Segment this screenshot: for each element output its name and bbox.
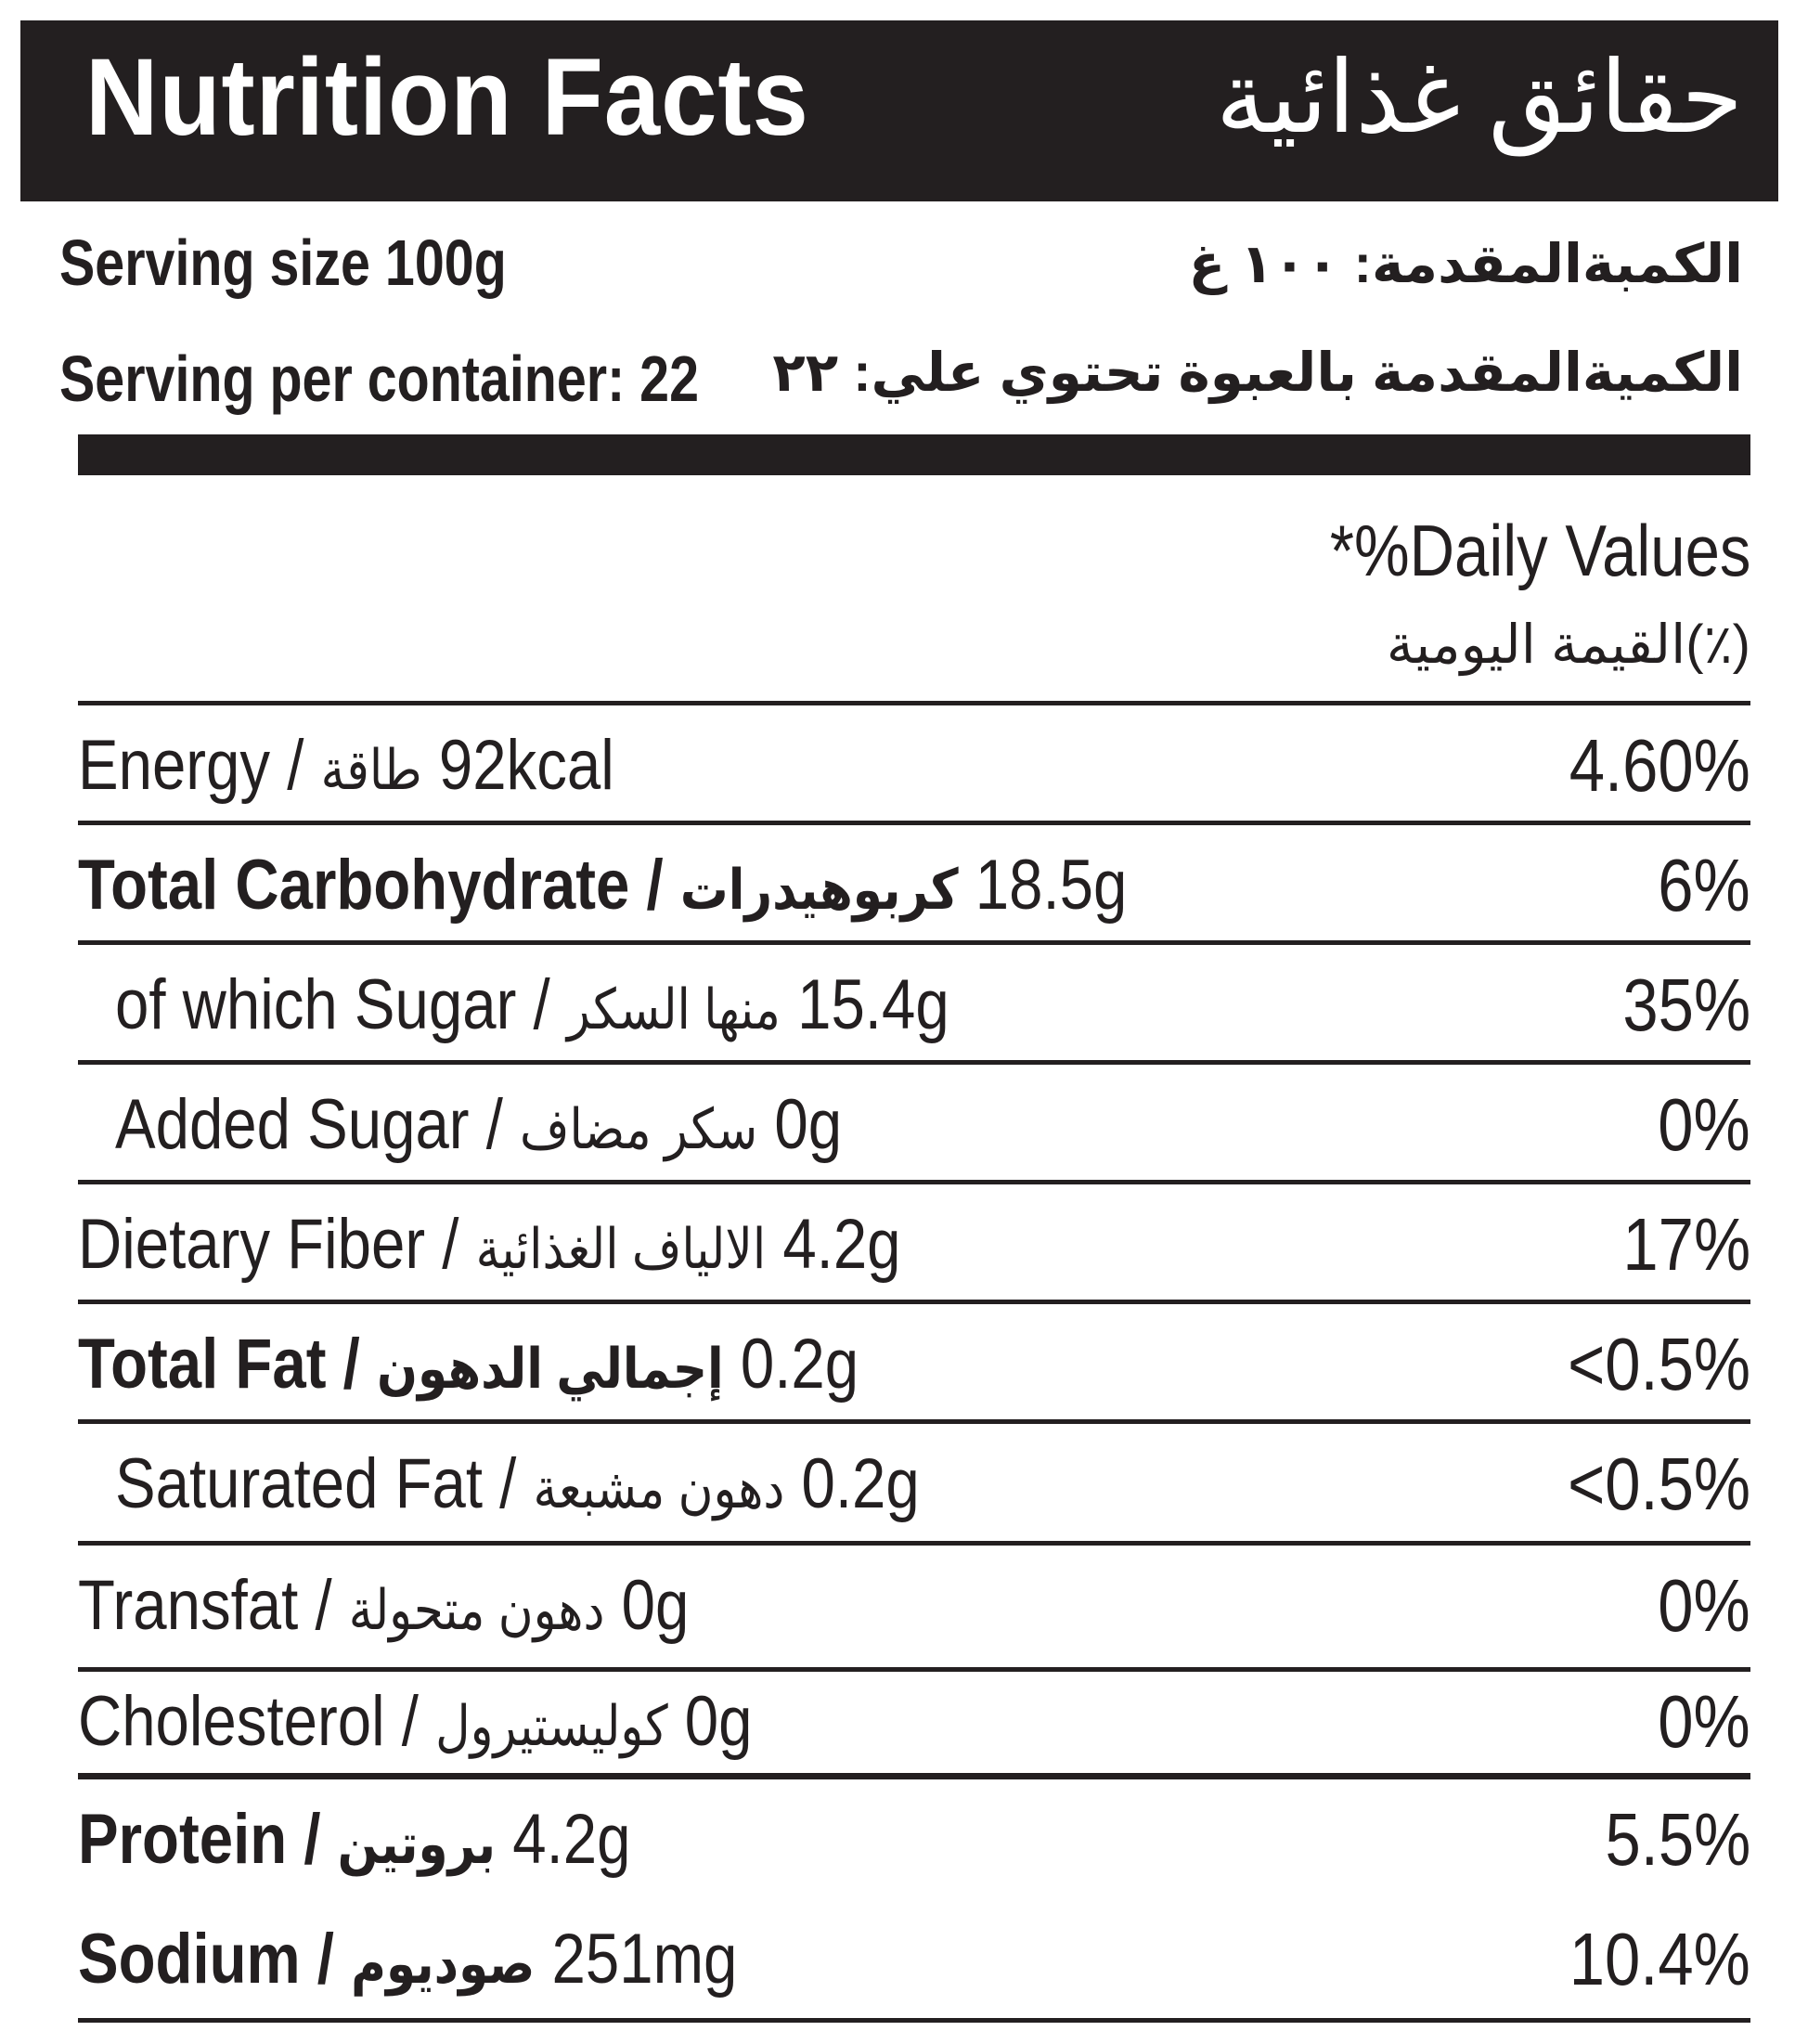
nutrient-name-english: Protein / bbox=[78, 1800, 338, 1879]
nutrient-daily-value: 6% bbox=[1658, 844, 1750, 926]
nutrient-daily-value: 4.60% bbox=[1569, 724, 1750, 807]
nutrient-amount: 15.4g bbox=[780, 965, 949, 1044]
nutrient-amount: 0g bbox=[757, 1085, 843, 1164]
nutrient-name-arabic: دهون متحولة bbox=[348, 1579, 605, 1641]
nutrient-amount: 0g bbox=[604, 1566, 690, 1645]
nutrient-row-dietary-fiber bbox=[0, 1184, 1795, 1305]
nutrient-daily-value: 0% bbox=[1658, 1680, 1750, 1763]
nutrient-name-arabic: كربوهيدرات bbox=[679, 859, 959, 921]
nutrient-name-english: Total Fat / bbox=[78, 1325, 377, 1404]
servings-per-container-arabic: الكميةالمقدمة بالعبوة تحتوي علي: ٢٢ bbox=[772, 343, 1743, 403]
nutrient-name-arabic: الالياف الغذائية bbox=[475, 1218, 767, 1280]
nutrient-daily-value: <0.5% bbox=[1568, 1323, 1750, 1405]
title-english: Nutrition Facts bbox=[85, 36, 809, 159]
nutrient-daily-value: 17% bbox=[1622, 1203, 1750, 1286]
nutrient-label bbox=[78, 1779, 630, 1905]
nutrient-label bbox=[78, 1899, 737, 2025]
nutrient-label bbox=[78, 825, 1127, 951]
nutrient-row-total-carbohydrate bbox=[0, 825, 1795, 946]
nutrient-name-english: Energy / bbox=[78, 726, 321, 805]
nutrient-name-arabic: طاقة bbox=[320, 739, 422, 801]
nutrient-row-sugar bbox=[0, 945, 1795, 1066]
nutrient-label bbox=[115, 1065, 842, 1190]
nutrient-name-english: Dietary Fiber / bbox=[78, 1205, 476, 1284]
nutrient-amount: 0g bbox=[667, 1682, 753, 1761]
nutrient-daily-value: 35% bbox=[1622, 964, 1750, 1046]
daily-values-arabic: (٪)القيمة اليومية bbox=[1386, 614, 1750, 675]
nutrient-amount: 4.2g bbox=[766, 1205, 901, 1284]
nutrient-daily-value: 0% bbox=[1658, 1564, 1750, 1647]
nutrient-amount: 251mg bbox=[535, 1920, 738, 1999]
nutrient-name-arabic: كوليستيرول bbox=[435, 1695, 668, 1757]
nutrient-row-energy bbox=[0, 705, 1795, 826]
nutrient-name-english: Added Sugar / bbox=[115, 1085, 521, 1164]
serving-size-arabic: الكمبةالمقدمة: ١٠٠ غ bbox=[1188, 234, 1743, 294]
nutrient-label bbox=[115, 945, 949, 1070]
nutrient-label bbox=[78, 1662, 753, 1787]
nutrient-row-sodium bbox=[0, 1899, 1795, 2020]
nutrient-label bbox=[78, 1304, 859, 1430]
nutrient-daily-value: 5.5% bbox=[1605, 1798, 1750, 1881]
nutrient-name-arabic: منها السكر bbox=[566, 978, 781, 1041]
nutrient-daily-value: <0.5% bbox=[1568, 1442, 1750, 1525]
nutrient-name-english: Transfat / bbox=[78, 1566, 349, 1645]
servings-per-container-english: Serving per container: 22 bbox=[59, 343, 700, 415]
nutrient-name-english: Sodium / bbox=[78, 1920, 352, 1999]
nutrient-name-english: of which Sugar / bbox=[115, 965, 567, 1044]
nutrient-name-english: Cholesterol / bbox=[78, 1682, 436, 1761]
nutrient-amount: 0.2g bbox=[723, 1325, 859, 1404]
nutrient-label bbox=[115, 1424, 920, 1549]
nutrient-label bbox=[78, 1546, 689, 1671]
nutrient-amount: 92kcal bbox=[421, 726, 614, 805]
title-arabic: حقائق غذائية bbox=[1215, 41, 1743, 153]
thick-divider bbox=[78, 434, 1750, 475]
nutrient-row-cholesterol bbox=[0, 1662, 1795, 1782]
nutrient-daily-value: 0% bbox=[1658, 1083, 1750, 1166]
nutrient-name-arabic: دهون مشبعة bbox=[533, 1457, 785, 1520]
nutrient-amount: 0.2g bbox=[784, 1444, 920, 1523]
nutrient-name-arabic: إجمالي الدهون bbox=[376, 1338, 724, 1400]
nutrient-amount: 18.5g bbox=[958, 846, 1128, 925]
nutrient-row-saturated-fat bbox=[0, 1424, 1795, 1545]
nutrient-row-protein bbox=[0, 1779, 1795, 1900]
nutrient-name-arabic: بروتين bbox=[337, 1813, 497, 1875]
nutrient-label bbox=[78, 705, 614, 831]
nutrient-daily-value: 10.4% bbox=[1569, 1918, 1750, 2000]
nutrient-name-english: Total Carbohydrate / bbox=[78, 846, 680, 925]
nutrient-row-transfat bbox=[0, 1546, 1795, 1666]
nutrient-name-english: Saturated Fat / bbox=[115, 1444, 534, 1523]
nutrient-row-total-fat bbox=[0, 1304, 1795, 1425]
nutrient-name-arabic: سكر مضاف bbox=[520, 1098, 758, 1160]
daily-values-english: *%Daily Values bbox=[1329, 510, 1750, 591]
nutrient-amount: 4.2g bbox=[496, 1800, 631, 1879]
serving-size-english: Serving size 100g bbox=[59, 226, 507, 299]
nutrient-row-added-sugar bbox=[0, 1065, 1795, 1185]
nutrient-label bbox=[78, 1184, 901, 1310]
nutrient-name-arabic: صوديوم bbox=[351, 1933, 536, 1995]
